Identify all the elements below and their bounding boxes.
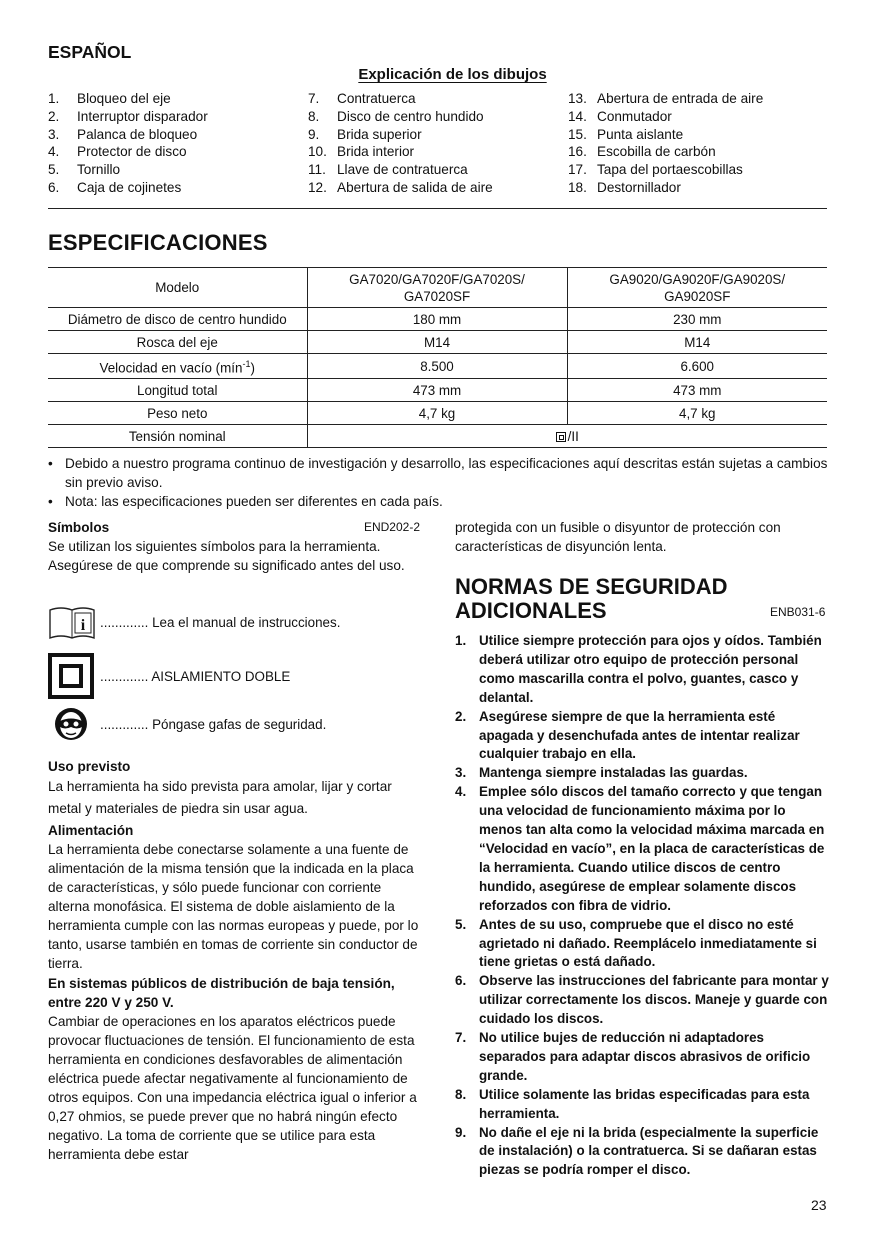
row-value-b: 230 mm — [567, 308, 827, 331]
list-item — [455, 972, 830, 1029]
list-item — [48, 492, 833, 511]
row-value-a: 8.500 — [307, 354, 567, 379]
legend-num: 4. — [48, 144, 60, 160]
list-item — [455, 1086, 830, 1124]
safety-heading-line1: NORMAS DE SEGURIDAD — [455, 574, 728, 599]
legend-label: Palanca de bloqueo — [77, 126, 198, 142]
note-text: Nota: las especificaciones pueden ser diferentes en cada país. — [65, 494, 443, 509]
legend-label: Punta aislante — [597, 126, 684, 142]
table-row — [48, 331, 827, 354]
power-title: Alimentación — [48, 823, 134, 838]
symbols-intro: Se utilizan los siguientes símbolos para la herramienta. Asegúrese de que comprende su significado antes del uso. — [48, 539, 405, 573]
legend-num: 5. — [48, 162, 60, 178]
model-label: Modelo — [48, 268, 307, 308]
row-label — [48, 354, 307, 379]
intended-use-title: Uso previsto — [48, 759, 131, 774]
legend-num: 7. — [308, 91, 320, 106]
public-systems-text: Cambiar de operaciones en los aparatos eléctricos puede provocar fluctuaciones de tensión. El funcionamiento de esta herramienta en condiciones desfavorables de alimentación eléctrica puede afectar negativamente al funcionamiento de otros equipos. Con una impedancia eléctrica igual o inferior a 0,27 ohmios, se puede prever que no habrá ningún efecto negativo. La toma de corriente que se utilice para esta herramienta debe estar — [48, 1014, 417, 1162]
legend-item — [48, 161, 308, 179]
symbols-section — [48, 518, 420, 575]
legend-label: Brida interior — [337, 144, 415, 160]
legend-num: 6. — [48, 179, 60, 195]
legend-label: Interruptor disparador — [77, 108, 208, 124]
safety-rules-list — [455, 632, 830, 1180]
public-systems-title: En sistemas públicos de distribución de baja tensión, entre 220 V y 250 V. — [48, 976, 395, 1010]
rule-text: Utilice siempre protección para ojos y oídos. También deberá utilizar otro equipo de protección personal como mascarilla contra el polvo, guantes, casco y delantal. — [479, 633, 822, 705]
legend-num: 12. — [308, 179, 327, 195]
legend-num: 1. — [48, 91, 60, 106]
rule-number: 6. — [455, 973, 467, 989]
legend-num: 18. — [568, 179, 587, 195]
power-section — [48, 821, 420, 973]
legend-item — [568, 143, 828, 161]
model-b — [567, 268, 827, 308]
intended-use-section — [48, 757, 420, 820]
voltage-value-text: /II — [567, 428, 579, 444]
list-item — [455, 708, 830, 765]
legend-column-3 — [568, 90, 828, 197]
public-systems-continued: protegida con un fusible o disyuntor de protección con características de disyunción lenta. — [455, 520, 781, 554]
row-value-a: 4,7 kg — [307, 402, 567, 425]
safety-goggles-icon — [48, 706, 94, 742]
legend-label: Abertura de entrada de aire — [597, 91, 764, 106]
row-label: Diámetro de disco de centro hundido — [48, 308, 307, 331]
model-a-line2: GA7020SF — [403, 288, 471, 304]
legend-item — [568, 161, 828, 179]
legend-item — [308, 143, 568, 161]
rule-number: 5. — [455, 916, 467, 932]
symbol-text: ............. AISLAMIENTO DOBLE — [100, 668, 291, 684]
list-item — [455, 1029, 830, 1086]
legend-item — [48, 90, 308, 108]
legend-column-1 — [48, 90, 308, 197]
row-value-b: 473 mm — [567, 379, 827, 402]
legend-label: Disco de centro hundido — [337, 108, 484, 124]
public-systems-section — [48, 974, 420, 1164]
safety-code: ENB031-6 — [770, 605, 826, 619]
rule-text: Mantenga siempre instaladas las guardas. — [479, 765, 748, 781]
double-insulation-icon — [48, 653, 94, 699]
rule-text: Asegúrese siempre de que la herramienta esté apagada y desenchufada antes de intentar realizar cualquier trabajo en ella. — [479, 708, 800, 762]
legend-label: Bloqueo del eje — [77, 91, 171, 106]
row-value-a: 180 mm — [307, 308, 567, 331]
legend-item — [48, 143, 308, 161]
legend-label: Caja de cojinetes — [77, 179, 182, 195]
legend-item — [568, 179, 828, 197]
double-insulation-small-icon — [556, 432, 566, 442]
note-text: Debido a nuestro programa continuo de investigación y desarrollo, las especificaciones aquí descritas están sujetas a cambios sin previo aviso. — [65, 456, 828, 490]
table-row — [48, 425, 827, 448]
legend-num: 11. — [308, 162, 326, 178]
rule-number: 9. — [455, 1124, 467, 1140]
manual-icon — [48, 604, 96, 640]
legend-num: 13. — [568, 91, 587, 106]
legend-label: Escobilla de carbón — [597, 144, 716, 160]
legend-label: Abertura de salida de aire — [337, 179, 493, 195]
row-value-a: M14 — [307, 331, 567, 354]
legend-label: Llave de contratuerca — [337, 162, 468, 178]
legend-item — [568, 108, 828, 126]
legend-item — [568, 126, 828, 144]
row-label: Rosca del eje — [48, 331, 307, 354]
legend-item — [308, 90, 568, 108]
symbols-title-row — [48, 518, 420, 537]
voltage-value — [307, 425, 827, 448]
page-number: 23 — [811, 1197, 827, 1213]
symbol-text: ............. Póngase gafas de seguridad. — [100, 716, 327, 732]
legend-item — [48, 108, 308, 126]
spec-notes — [48, 454, 833, 511]
bullet: • — [48, 494, 53, 509]
legend-title — [0, 66, 875, 83]
bullet: • — [48, 456, 53, 471]
safety-heading — [455, 575, 728, 623]
symbols-code: END202-2 — [363, 520, 420, 534]
legend-item — [308, 108, 568, 126]
legend-label: Tapa del portaescobillas — [597, 162, 743, 178]
row-value-a: 473 mm — [307, 379, 567, 402]
list-item — [455, 1124, 830, 1181]
rule-text: Emplee sólo discos del tamaño correcto y que tengan una velocidad de funcionamiento máxima por lo menos tan alta como la velocidad máxima marcada en “Velocidad en vacío”, en la placa de características de la herramienta. Cuando utilice discos de centro hundido, asegúrese de emplear solamente discos reforzados con fibra de vidrio. — [479, 784, 825, 913]
section-divider — [48, 208, 827, 209]
legend-item — [48, 126, 308, 144]
legend-item — [568, 90, 828, 108]
symbol-row — [48, 604, 340, 640]
legend-label: Destornillador — [597, 179, 681, 195]
rule-number: 1. — [455, 633, 467, 648]
legend-title-text: Explicación de los dibujos — [358, 66, 547, 83]
legend-label: Protector de disco — [77, 144, 187, 160]
row-label: Tensión nominal — [48, 425, 307, 448]
rule-number: 3. — [455, 765, 467, 781]
row-value-b: 4,7 kg — [567, 402, 827, 425]
table-row — [48, 354, 827, 379]
rule-text: Antes de su uso, compruebe que el disco no esté agrietado ni dañado. Reemplácelo inmediatamente si tiene grietas o está dañado. — [479, 916, 817, 970]
rule-number: 4. — [455, 784, 467, 800]
svg-text:i: i — [80, 617, 86, 634]
legend-label: Contratuerca — [337, 91, 416, 106]
symbol-text: ............. Lea el manual de instrucciones. — [100, 614, 341, 630]
rule-number: 8. — [455, 1086, 467, 1102]
legend-num: 2. — [48, 108, 60, 124]
rule-text: No utilice bujes de reducción ni adaptadores separados para adaptar discos abrasivos de orificio grande. — [479, 1030, 811, 1083]
model-a — [307, 268, 567, 308]
legend-num: 14. — [568, 108, 587, 124]
model-b-line2: GA9020SF — [664, 288, 731, 304]
power-text: La herramienta debe conectarse solamente a una fuente de alimentación de la misma tensión que la indicada en la placa de características, y sólo puede funcionar con corriente alterna monofásica. El sistema de doble aislamiento de la herramienta cumple con las normas europeas y puede, por lo tanto, usarse también en tomas de corriente sin conductor de tierra. — [48, 842, 419, 971]
safety-heading-line2: ADICIONALES — [455, 598, 607, 623]
row-label: Longitud total — [48, 379, 307, 402]
specifications-heading: ESPECIFICACIONES — [48, 230, 268, 255]
legend-item — [308, 126, 568, 144]
legend-num: 8. — [308, 108, 320, 124]
legend-num: 15. — [568, 126, 587, 142]
legend-item — [308, 179, 568, 197]
speed-label-end: ) — [250, 360, 255, 376]
row-value-b: 6.600 — [567, 354, 827, 379]
model-b-line1: GA9020/GA9020F/GA9020S/ — [609, 271, 786, 287]
legend-label: Tornillo — [77, 162, 121, 178]
rule-number: 2. — [455, 708, 467, 724]
speed-label: Velocidad en vacío (mín — [99, 360, 243, 376]
rule-text: Utilice solamente las bridas especificadas para esta herramienta. — [479, 1086, 810, 1121]
speed-label-superscript: -1 — [242, 359, 251, 369]
rule-text: No dañe el eje ni la brida (especialmente la superficie de instalación) o la contratuerca. Si se dañaran estas piezas se podría romper el disco. — [479, 1124, 819, 1178]
symbol-row — [48, 653, 290, 699]
legend-num: 10. — [308, 144, 327, 160]
language-heading: ESPAÑOL — [48, 42, 132, 62]
symbol-row — [48, 706, 326, 742]
legend-num: 16. — [568, 144, 587, 160]
specifications-table — [48, 267, 827, 448]
row-label: Peso neto — [48, 402, 307, 425]
legend-label: Conmutador — [597, 108, 672, 124]
list-item — [455, 916, 830, 973]
list-item — [455, 632, 830, 708]
rule-text: Observe las instrucciones del fabricante para montar y utilizar correctamente los discos. Maneje y guarde con cuidado los discos. — [479, 973, 829, 1027]
legend-num: 17. — [568, 162, 587, 178]
legend-num: 3. — [48, 126, 60, 142]
intended-use-text: La herramienta ha sido prevista para amolar, lijar y cortar metal y materiales de piedra sin usar agua. — [48, 779, 392, 816]
list-item — [455, 764, 830, 783]
rule-number: 7. — [455, 1030, 467, 1046]
table-row — [48, 402, 827, 425]
legend-label: Brida superior — [337, 126, 422, 142]
table-row — [48, 308, 827, 331]
table-header-row — [48, 268, 827, 308]
symbols-title: Símbolos — [48, 520, 110, 535]
list-item — [455, 783, 830, 915]
table-row — [48, 379, 827, 402]
list-item — [48, 454, 833, 492]
legend-item — [48, 179, 308, 197]
legend-column-2 — [308, 90, 568, 197]
row-value-b: M14 — [567, 331, 827, 354]
model-a-line1: GA7020/GA7020F/GA7020S/ — [349, 271, 525, 287]
legend-num: 9. — [308, 126, 320, 142]
legend-item — [308, 161, 568, 179]
